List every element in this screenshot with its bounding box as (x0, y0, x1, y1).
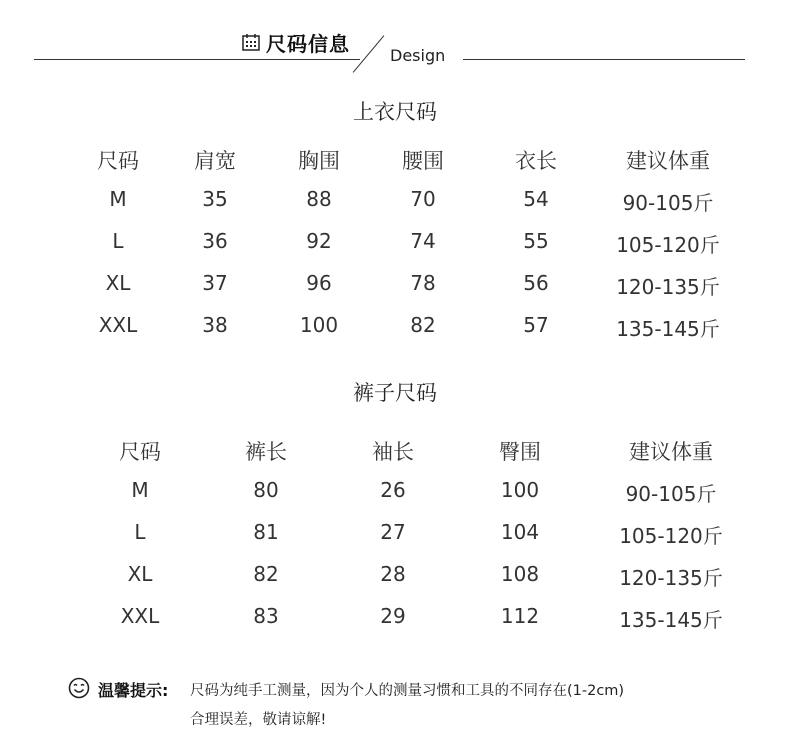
column-header: 袖长 (372, 440, 414, 464)
table-cell: 35 (202, 187, 228, 211)
table-cell: XL (105, 271, 131, 295)
notice-label: 温馨提示: (98, 681, 169, 700)
table-cell: 78 (410, 271, 436, 295)
table-cell: 80 (253, 478, 279, 502)
notice-text-line1: 尺码为纯手工测量，因为个人的测量习惯和工具的不同存在(1-2cm) (190, 683, 625, 699)
table-cell: M (131, 478, 149, 502)
table-cell: 81 (253, 520, 279, 544)
header-divider-left (34, 59, 360, 60)
table-cell: 37 (202, 271, 228, 295)
table-cell: 108 (500, 562, 540, 586)
page-header (0, 0, 790, 80)
table-cell: 74 (410, 229, 436, 253)
table-cell: 100 (299, 313, 339, 337)
table-cell: 56 (523, 271, 549, 295)
header-title-group (242, 29, 350, 55)
column-header: 胸围 (298, 149, 340, 173)
table-cell: 82 (410, 313, 436, 337)
table-cell: L (112, 229, 124, 253)
table-cell: 96 (306, 271, 332, 295)
column-header: 衣长 (515, 149, 557, 173)
table-cell: 57 (523, 313, 549, 337)
column-header: 尺码 (119, 440, 161, 464)
pants-size-table (0, 436, 790, 636)
table-cell: 105-120斤 (616, 233, 720, 257)
table-cell: 38 (202, 313, 228, 337)
table-cell: XXL (120, 604, 160, 628)
header-title: 尺码信息 (266, 31, 350, 56)
table-cell: L (134, 520, 146, 544)
table-cell: 29 (380, 604, 406, 628)
table-cell: 28 (380, 562, 406, 586)
table-cell: 54 (523, 187, 549, 211)
table-cell: XXL (98, 313, 138, 337)
tops-size-table (0, 145, 790, 345)
column-header: 建议体重 (629, 440, 713, 464)
table-cell: 135-145斤 (616, 317, 720, 341)
table-cell: 70 (410, 187, 436, 211)
smile-icon (68, 677, 90, 699)
table-cell: 82 (253, 562, 279, 586)
table-cell: 55 (523, 229, 549, 253)
column-header: 肩宽 (194, 149, 236, 173)
table-cell: 135-145斤 (619, 608, 723, 632)
pants-section-title: 裤子尺码 (353, 381, 437, 405)
column-header: 裤长 (245, 440, 287, 464)
table-cell: M (109, 187, 127, 211)
table-cell: 105-120斤 (619, 524, 723, 548)
table-cell: 83 (253, 604, 279, 628)
table-cell: 92 (306, 229, 332, 253)
table-cell: 90-105斤 (625, 482, 717, 506)
column-header: 腰围 (402, 149, 444, 173)
table-cell: 26 (380, 478, 406, 502)
notice-text-line2: 合理误差，敬请谅解! (190, 712, 327, 728)
table-cell: 120-135斤 (619, 566, 723, 590)
table-cell: 90-105斤 (622, 191, 714, 215)
header-slash-divider (353, 35, 385, 72)
column-header: 建议体重 (626, 149, 710, 173)
tops-section-title: 上衣尺码 (353, 100, 437, 124)
column-header: 尺码 (97, 149, 139, 173)
table-cell: 27 (380, 520, 406, 544)
table-cell: 36 (202, 229, 228, 253)
table-cell: 112 (500, 604, 540, 628)
header-subtitle: Design (390, 46, 446, 65)
table-cell: XL (127, 562, 153, 586)
table-cell: 120-135斤 (616, 275, 720, 299)
column-header: 臀围 (499, 440, 541, 464)
header-divider-right (463, 59, 745, 60)
table-cell: 100 (500, 478, 540, 502)
table-cell: 88 (306, 187, 332, 211)
table-cell: 104 (500, 520, 540, 544)
calendar-icon (242, 33, 260, 51)
